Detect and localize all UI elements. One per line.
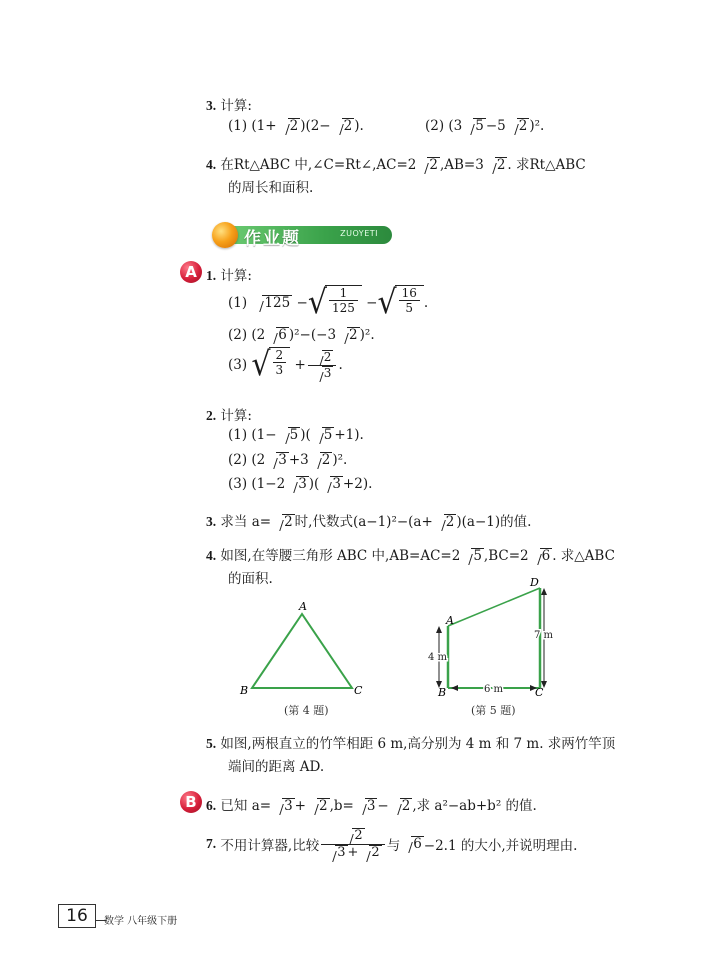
part-label: (2) <box>228 452 248 468</box>
exercise-4-line-2: 的周长和面积. <box>228 180 314 196</box>
radical: 5 <box>460 548 484 564</box>
level-b-badge: B <box>180 791 202 813</box>
book-title: 数学 八年级下册 <box>104 916 178 927</box>
fraction: $\frac{2}{3 + 2}$ <box>321 828 384 860</box>
point-d-label: D <box>530 576 539 589</box>
page-number: 16 <box>58 904 96 928</box>
question-text: 如图,在等腰三角形 ABC 中,AB=AC=2 <box>220 548 461 564</box>
radical: 2 <box>271 514 295 530</box>
question-text: 在Rt△ABC 中,∠C=Rt∠,AC=2 <box>220 157 417 173</box>
question-label: 计算: <box>220 268 252 284</box>
figure-4-caption: (第 4 题) <box>284 704 329 717</box>
radical: 5 <box>311 427 335 443</box>
dimension-6m-label: 6 m <box>484 684 504 695</box>
question-text: . 求Rt△ABC <box>507 157 586 173</box>
radical: 2 <box>306 798 330 814</box>
homework-4-line-2: 的面积. <box>228 571 273 587</box>
vertex-c-label: C <box>354 684 363 697</box>
homework-5-line-2: 端间的距离 AD. <box>228 759 325 775</box>
radical: 6 <box>265 327 289 343</box>
question-text: 已知 a= <box>220 798 272 814</box>
point-a-label: A <box>446 614 454 627</box>
question-text: −2.1 的大小,并说明理由. <box>423 838 578 855</box>
question-text: ,求 a²−ab+b² 的值. <box>412 798 537 814</box>
exercise-3 <box>206 94 252 114</box>
question-text: 不用计算器,比较 <box>220 838 320 855</box>
question-text: . 求△ABC <box>552 548 615 564</box>
homework-1-part-2: (2) (2 6 )²−(−3 2 )². <box>228 327 375 343</box>
part-label: (1) <box>228 295 248 311</box>
figure-5-poles <box>428 574 568 700</box>
exercise-3-part-1: (1) (1+ 2 )(2− 2 ). <box>228 118 364 134</box>
radical: 3 <box>354 798 378 814</box>
part-label: (2) <box>228 327 248 343</box>
radical: 2 <box>506 118 530 134</box>
banner-title: 作业题 <box>244 229 301 249</box>
question-text: 时,代数式(a−1)²−(a+ <box>294 514 433 530</box>
radical: 2 <box>433 514 457 530</box>
arrow-left <box>451 685 458 691</box>
radical: 3 <box>271 798 295 814</box>
homework-1-part-1: (1) 125 − √ $\frac{1}{125}$ − √ $\frac{16}{5}$ . <box>228 283 429 322</box>
homework-banner <box>212 222 392 248</box>
homework-2-part-2: (2) (2 3 +3 2 )². <box>228 452 348 468</box>
radical: 2 <box>416 157 440 173</box>
exercise-4 <box>206 153 586 173</box>
radical: 2 <box>389 798 413 814</box>
question-number: 4. <box>206 157 217 172</box>
banner-pinyin: ZUOYETI <box>340 229 378 238</box>
homework-3 <box>206 510 531 530</box>
question-text: 如图,两根直立的竹竿相距 6 m,高分别为 4 m 和 7 m. 求两竹竿顶 <box>220 736 616 752</box>
dimension-4m-label: 4 m <box>428 652 448 663</box>
radical: 3 <box>319 476 343 492</box>
homework-6: 6. 已知 a= 3 + 2 ,b= 3 − 2 ,求 a²−ab+b² 的值. <box>206 798 537 814</box>
question-number: 5. <box>206 736 217 751</box>
figure-4-triangle <box>236 598 372 700</box>
radical-fraction: √ $\frac{2}{3}$ <box>251 350 290 380</box>
level-a-badge: A <box>180 261 202 283</box>
arrow-up <box>541 588 547 595</box>
question-text: ,BC=2 <box>483 548 529 564</box>
homework-2 <box>206 404 252 424</box>
question-text: 求当 a= <box>220 514 272 530</box>
radical: 6 <box>400 836 424 852</box>
radical: 2 <box>336 327 360 343</box>
question-number: 3. <box>206 98 217 113</box>
radical-fraction: √ $\frac{1}{125}$ <box>308 288 362 318</box>
radical: 3 <box>285 476 309 492</box>
question-number: 7. <box>206 836 217 852</box>
homework-1 <box>206 264 252 284</box>
homework-1-part-3: (3) √ $\frac{2}{3}$ + $\frac{2}{3}$ . <box>228 345 343 384</box>
vertex-b-label: B <box>240 684 249 697</box>
homework-5 <box>206 732 615 752</box>
question-number: 4. <box>206 548 217 563</box>
figure-5-caption: (第 5 题) <box>471 704 516 717</box>
radical: 6 <box>529 548 553 564</box>
vertex-a-label: A <box>299 600 307 613</box>
homework-2-part-1: (1) (1− 5 )( 5 +1). <box>228 427 364 443</box>
part-label: (1) <box>228 427 248 443</box>
homework-2-part-3: (3) (1−2 3 )( 3 +2). <box>228 476 373 492</box>
radical: 5 <box>277 427 301 443</box>
part-label: (3) <box>228 357 248 373</box>
triangle-shape <box>252 614 352 688</box>
part-label: (3) <box>228 476 248 492</box>
question-number: 6. <box>206 798 217 813</box>
question-number: 3. <box>206 514 217 529</box>
homework-7 <box>206 828 577 860</box>
point-b-label: B <box>438 686 447 699</box>
question-text: )(a−1)的值. <box>456 514 532 530</box>
radical: 5 <box>462 118 486 134</box>
question-label: 计算: <box>220 98 252 114</box>
question-number: 1. <box>206 268 217 283</box>
radical: 3 <box>265 452 289 468</box>
point-c-label: C <box>535 686 544 699</box>
radical: 125 <box>251 295 292 311</box>
fraction: $\frac{2}{3}$ <box>308 350 337 380</box>
question-text: ,AB=3 <box>439 157 484 173</box>
question-text: ,b= <box>329 798 354 814</box>
exercise-3-part-2: (2) (3 5 −5 2 )². <box>425 118 545 134</box>
question-text: 与 <box>386 838 401 855</box>
part-label: (2) <box>425 118 445 134</box>
radical: 2 <box>277 118 301 134</box>
question-number: 2. <box>206 408 217 423</box>
question-label: 计算: <box>220 408 252 424</box>
homework-4 <box>206 544 615 564</box>
radical-fraction: √ $\frac{16}{5}$ <box>377 288 423 318</box>
radical: 2 <box>309 452 333 468</box>
dimension-7m-label: 7 m <box>534 630 554 641</box>
orange-ball-icon <box>212 222 238 248</box>
radical: 2 <box>484 157 508 173</box>
arrow-up <box>436 626 442 633</box>
radical: 2 <box>331 118 355 134</box>
segment-ad <box>448 588 540 626</box>
part-label: (1) <box>228 118 248 134</box>
